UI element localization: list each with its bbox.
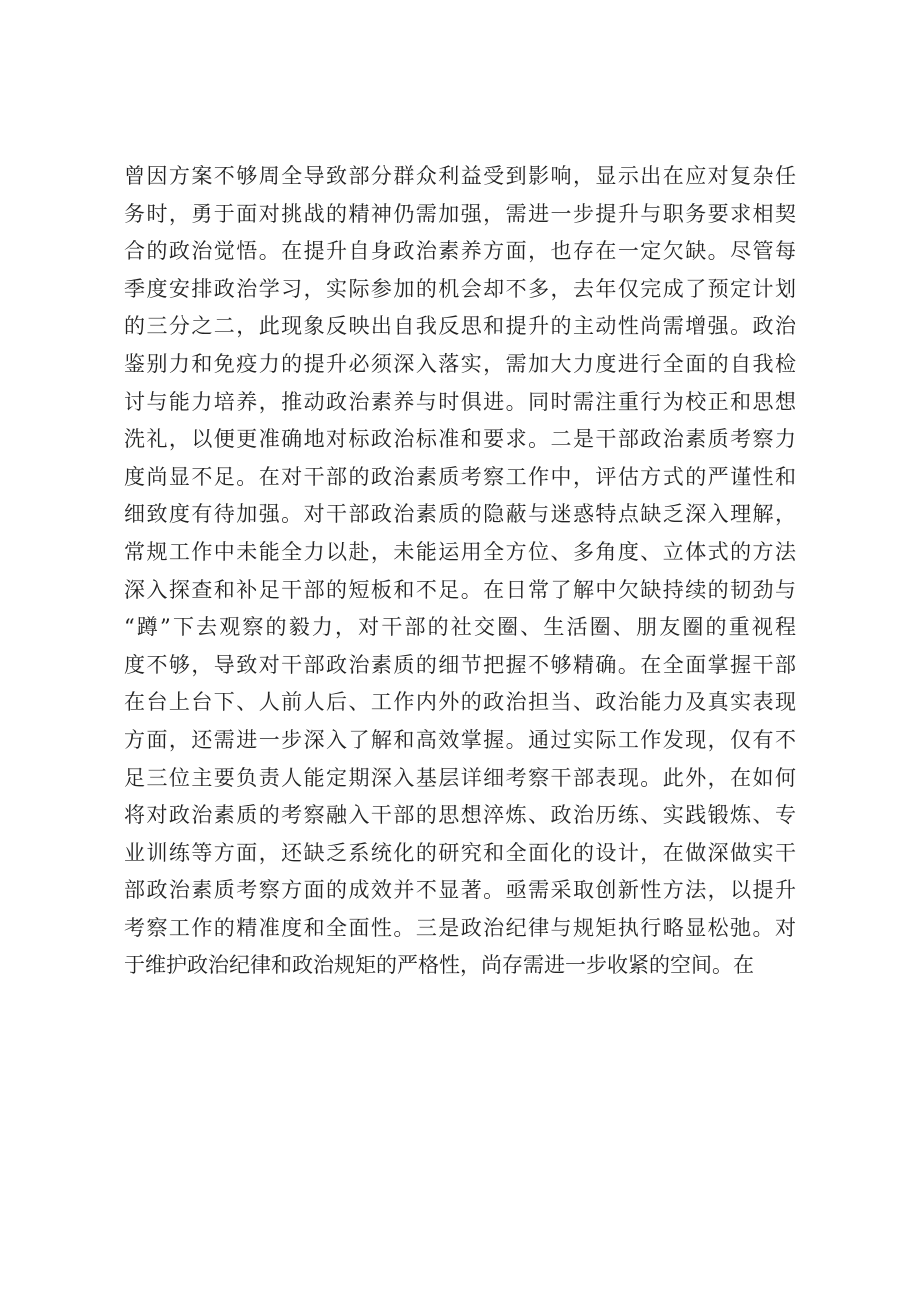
text-line: 部政治素质考察方面的成效并不显著。亟需采取创新性方法，以提升 — [124, 878, 796, 903]
text-line: 常规工作中未能全力以赴，未能运用全方位、多角度、立体式的方法 — [124, 539, 796, 564]
text-line: 的三分之二，此现象反映出自我反思和提升的主动性尚需增强。政治 — [124, 314, 796, 339]
text-line: “蹲”下去观察的毅力，对干部的社交圈、生活圈、朋友圈的重视程 — [124, 615, 796, 640]
text-line: 鉴别力和免疫力的提升必须深入落实，需加大力度进行全面的自我检 — [124, 351, 796, 376]
text-line: 洗礼，以便更准确地对标政治标准和要求。二是干部政治素质考察力 — [124, 427, 796, 452]
text-line: 务时，勇于面对挑战的精神仍需加强，需进一步提升与职务要求相契 — [124, 201, 796, 226]
text-line: 曾因方案不够周全导致部分群众利益受到影响，显示出在应对复杂任 — [124, 164, 796, 188]
text-line: 度不够，导致对干部政治素质的细节把握不够精确。在全面掌握干部 — [124, 652, 796, 677]
text-line: 业训练等方面，还缺乏系统化的研究和全面化的设计，在做深做实干 — [124, 840, 796, 865]
text-line: 讨与能力培养，推动政治素养与时俱进。同时需注重行为校正和思想 — [124, 389, 796, 414]
text-line: 合的政治觉悟。在提升自身政治素养方面，也存在一定欠缺。尽管每 — [124, 239, 796, 264]
text-line: 度尚显不足。在对干部的政治素质考察工作中，评估方式的严谨性和 — [124, 464, 796, 489]
body-paragraph — [124, 158, 796, 985]
text-line: 于维护政治纪律和政治规矩的严格性，尚存需进一步收紧的空间。在 — [124, 953, 754, 978]
text-line: 将对政治素质的考察融入干部的思想淬炼、政治历练、实践锻炼、专 — [124, 803, 796, 828]
text-line: 在台上台下、人前人后、工作内外的政治担当、政治能力及真实表现 — [124, 690, 796, 715]
text-line: 季度安排政治学习，实际参加的机会却不多，去年仅完成了预定计划 — [124, 276, 796, 301]
text-line: 考察工作的精准度和全面性。三是政治纪律与规矩执行略显松弛。对 — [124, 915, 796, 940]
text-line: 细致度有待加强。对干部政治素质的隐蔽与迷惑特点缺乏深入理解， — [124, 502, 796, 527]
text-line: 方面，还需进一步深入了解和高效掌握。通过实际工作发现，仅有不 — [124, 727, 796, 752]
text-line: 足三位主要负责人能定期深入基层详细考察干部表现。此外，在如何 — [124, 765, 796, 790]
text-line: 深入探查和补足干部的短板和不足。在日常了解中欠缺持续的韧劲与 — [124, 577, 796, 602]
